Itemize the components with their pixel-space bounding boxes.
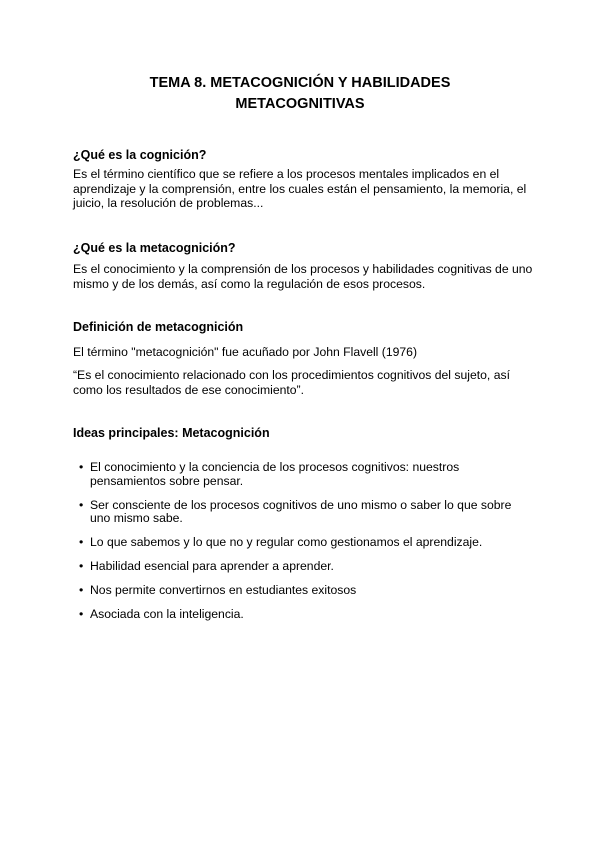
section-text-definicion: El término "metacognición" fue acuñado por John Flavell (1976) <box>73 345 417 359</box>
list-item-text: Lo que sabemos y lo que no y regular como gestionamos el aprendizaje. <box>90 535 483 549</box>
bullet-icon: • <box>79 460 84 474</box>
list-item <box>79 536 519 550</box>
bullet-icon: • <box>79 497 84 512</box>
list-item <box>79 461 519 488</box>
bullet-icon: • <box>79 607 84 621</box>
section-text-cognicion: Es el término científico que se refiere a los procesos mentales implicados en el aprendizaje y la comprensión, entre los cuales están el pensamiento, la memoria, el juicio, la resolución de problemas... <box>73 167 527 210</box>
section-quote-definicion: “Es el conocimiento relacionado con los procedimientos cognitivos del sujeto, así como los resultados de ese conocimiento”. <box>73 368 510 397</box>
bullet-icon: • <box>79 559 84 573</box>
section-heading-cognicion: ¿Qué es la cognición? <box>73 148 207 162</box>
section-heading-ideas: Ideas principales: Metacognición <box>73 426 270 440</box>
list-item <box>79 499 519 526</box>
list-item-text: El conocimiento y la conciencia de los procesos cognitivos: nuestros pensamientos sobre pensar. <box>90 460 460 488</box>
list-item-text: Habilidad esencial para aprender a aprender. <box>90 559 334 573</box>
title-line-2: METACOGNITIVAS <box>235 96 365 112</box>
section-heading-definicion: Definición de metacognición <box>73 320 244 334</box>
list-item-text: Asociada con la inteligencia. <box>90 607 244 621</box>
list-item-text: Ser consciente de los procesos cognitivos de uno mismo o saber lo que sobre uno mismo sabe. <box>90 497 512 525</box>
list-item <box>79 584 519 598</box>
section-heading-metacognicion: ¿Qué es la metacognición? <box>73 241 236 255</box>
list-item <box>79 608 519 622</box>
document-title <box>0 73 600 115</box>
bullet-icon: • <box>79 535 84 549</box>
list-item-text: Nos permite convertirnos en estudiantes exitosos <box>90 583 357 597</box>
ideas-bullet-list <box>79 461 519 632</box>
list-item <box>79 560 519 574</box>
section-text-metacognicion: Es el conocimiento y la comprensión de los procesos y habilidades cognitivas de uno mismo y de los demás, así como la regulación de esos procesos. <box>73 262 533 291</box>
title-line-1: TEMA 8. METACOGNICIÓN Y HABILIDADES <box>149 75 451 91</box>
bullet-icon: • <box>79 583 84 597</box>
